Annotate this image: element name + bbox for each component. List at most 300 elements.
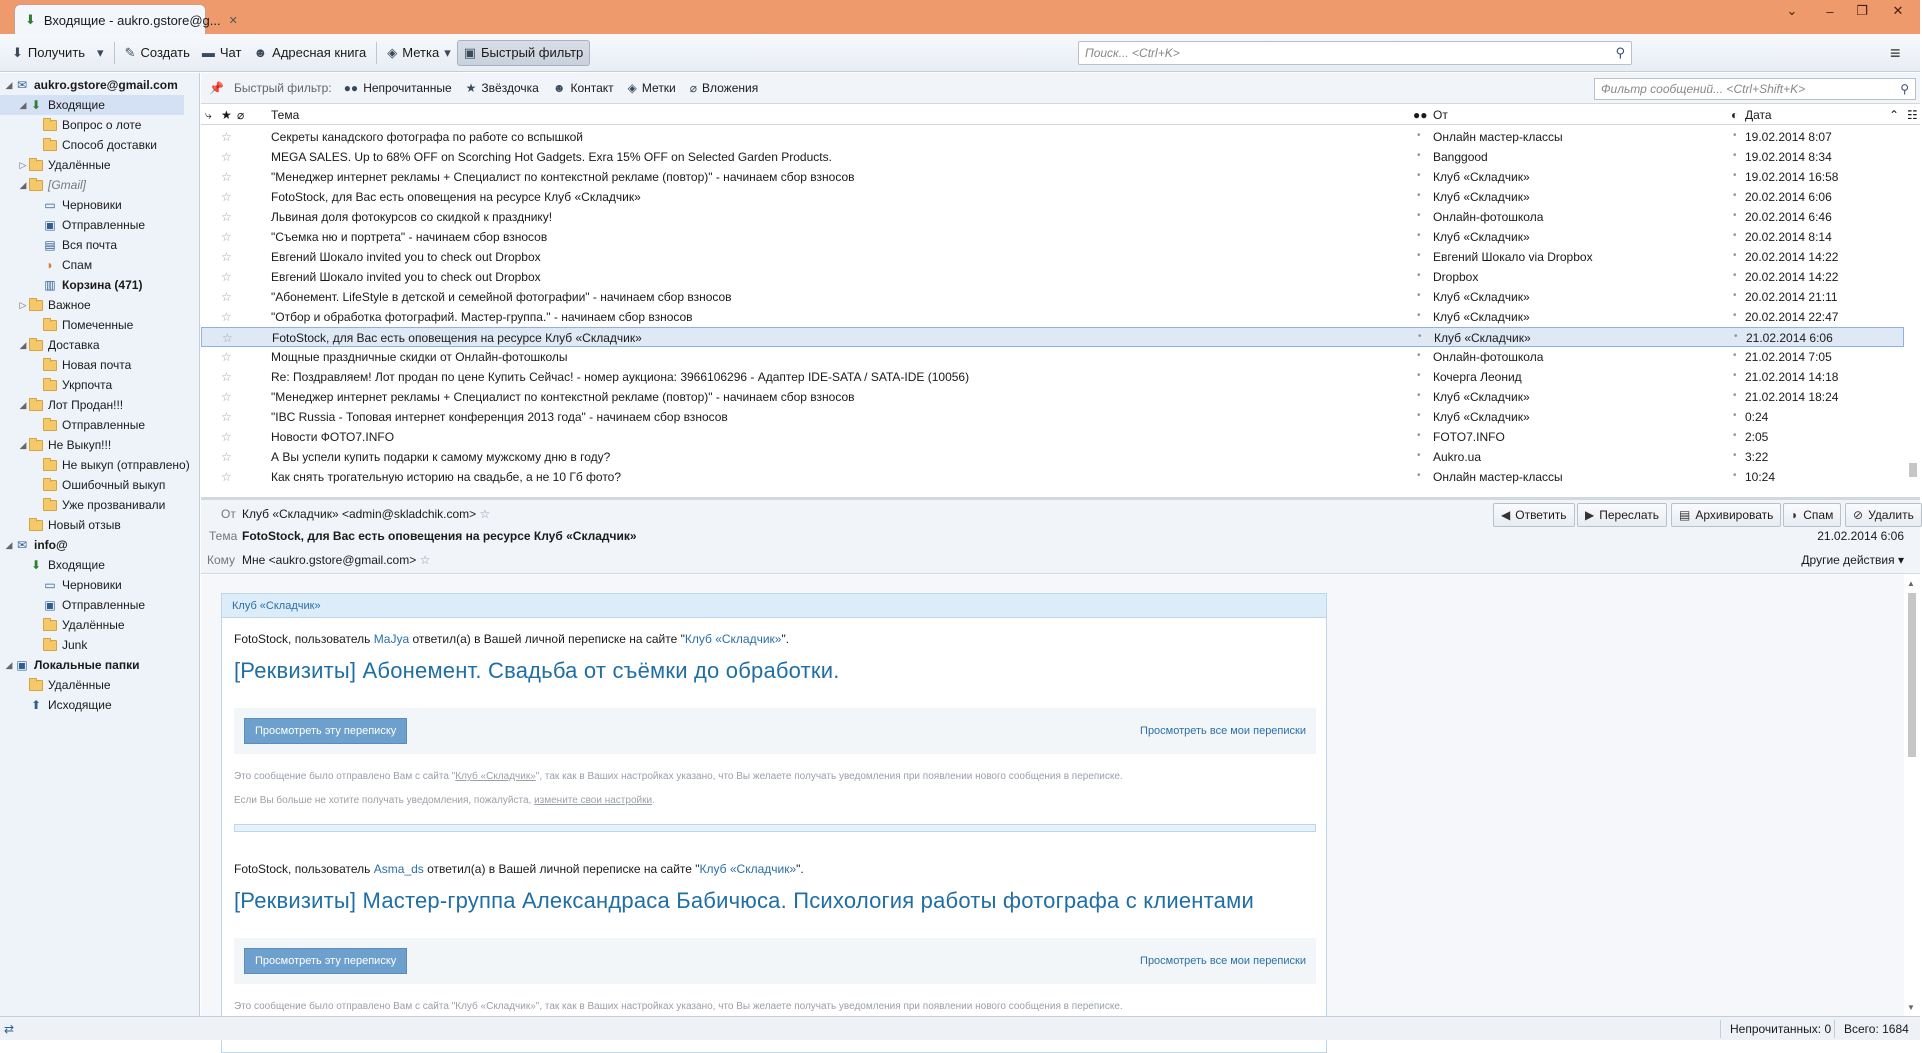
folder-label: Не выкуп (отправлено)	[62, 458, 190, 472]
filter-messages-input[interactable]	[1594, 78, 1916, 100]
footer-note-3: Это сообщение было отправлено Вам с сайта "Клуб «Складчик»", так как в Ваших настройках указано, что Вы желаете получать уведомления при появлении нового сообщения в переписке.	[234, 1001, 1123, 1012]
star-icon[interactable]: ☆	[221, 350, 232, 364]
other-actions-menu[interactable]	[1801, 553, 1904, 567]
star-icon[interactable]: ☆	[221, 410, 232, 424]
view-conversation-button[interactable]: Просмотреть эту переписку	[244, 948, 407, 974]
folder-item[interactable]	[0, 175, 199, 195]
folder-item[interactable]	[0, 375, 199, 395]
star-icon[interactable]: ☆	[221, 290, 232, 304]
folder-icon	[42, 498, 58, 512]
twisty-icon[interactable]: ◢	[19, 399, 27, 410]
column-subject[interactable]: Тема	[271, 108, 300, 122]
message-date: 10:24	[1745, 470, 1776, 484]
tab-title: Входящие - aukro.gstore@g...	[43, 12, 221, 28]
folder-item[interactable]	[0, 215, 199, 235]
twisty-icon[interactable]: ◢	[5, 79, 13, 90]
junk-status-icon[interactable]: •	[1733, 230, 1737, 241]
message-date: 20.02.2014 6:46	[1745, 210, 1832, 224]
star-icon[interactable]: ☆	[221, 270, 232, 284]
junk-status-icon[interactable]: •	[1733, 410, 1737, 421]
notification-card	[221, 593, 1327, 1053]
folder-item[interactable]	[0, 355, 199, 375]
message-row[interactable]	[201, 287, 1904, 307]
filter-icon: ▣	[463, 44, 477, 60]
twisty-icon[interactable]: ◢	[19, 99, 27, 110]
star-column-icon[interactable]: ★	[221, 108, 232, 122]
message-row[interactable]	[201, 267, 1904, 287]
drafts-icon: ▭	[44, 198, 56, 212]
archive-icon: ▤	[1679, 508, 1691, 522]
minimize-button[interactable]: ⌄	[1786, 3, 1798, 18]
subject-value: FotoStock, для Вас есть оповещения на ресурсе Клуб «Складчик»	[242, 529, 637, 543]
conversation-title-1[interactable]: [Реквизиты] Абонемент. Свадьба от съёмки до обработки.	[234, 658, 840, 683]
notice-text: FotoStock, пользователь	[234, 862, 374, 876]
maximize-button[interactable]: ❐	[1856, 3, 1868, 18]
title-bar	[0, 0, 1920, 34]
junk-status-icon[interactable]: •	[1734, 331, 1738, 342]
user-link[interactable]: Asma_ds	[373, 862, 424, 876]
to-label: Кому	[207, 553, 236, 567]
folder-label: Удалённые	[48, 678, 111, 692]
folder-item[interactable]	[0, 575, 199, 595]
folder-item[interactable]	[0, 235, 199, 255]
folder-label: Корзина (471)	[62, 278, 143, 292]
twisty-icon[interactable]: ◢	[5, 539, 13, 550]
subject-label: Тема	[209, 529, 238, 543]
star-icon[interactable]: ☆	[221, 230, 232, 244]
footer-note-1	[234, 771, 1123, 782]
folder-item[interactable]	[0, 415, 199, 435]
message-row[interactable]	[201, 307, 1904, 327]
tab-close-icon[interactable]: ✕	[228, 14, 238, 27]
filter-attachments-button[interactable]	[690, 81, 758, 95]
site-link[interactable]: Клуб «Складчик»	[684, 632, 782, 646]
message-row[interactable]	[201, 147, 1904, 167]
message-row[interactable]	[201, 407, 1904, 427]
activity-icon[interactable]: ⇄	[4, 1022, 15, 1036]
from-label: От	[221, 507, 236, 521]
scroll-down-icon[interactable]: ▼	[1907, 1003, 1915, 1012]
message-date: 20.02.2014 14:22	[1745, 250, 1839, 264]
folder-label: Помеченные	[62, 318, 134, 332]
message-header	[201, 500, 1920, 574]
twisty-icon[interactable]: ◢	[5, 659, 13, 670]
chevron-down-icon: ▾	[1897, 553, 1904, 567]
chat-icon: ▬	[201, 45, 215, 60]
folder-item[interactable]	[0, 255, 199, 275]
trash-icon: ▥	[44, 278, 56, 292]
folder-item[interactable]	[0, 475, 199, 495]
folder-item[interactable]	[0, 275, 199, 295]
folder-label: aukro.gstore@gmail.com	[34, 78, 178, 92]
folder-icon	[28, 338, 44, 352]
user-link[interactable]: MaJya	[373, 632, 410, 646]
outbox-icon: ⬆	[30, 698, 42, 712]
folder-item[interactable]	[0, 435, 199, 455]
toolbar-separator	[376, 42, 377, 64]
message-date: 20.02.2014 14:22	[1745, 270, 1839, 284]
message-date: 3:22	[1745, 450, 1769, 464]
note-text: ", так как в Ваших настройках указано, что Вы желаете получать уведомления при появлении нового сообщения в переписке.	[535, 771, 1123, 782]
site-link[interactable]: Клуб «Складчик»	[699, 862, 797, 876]
attachment-column-icon[interactable]: ⌀	[237, 108, 245, 122]
folder-item[interactable]	[0, 395, 199, 415]
star-icon[interactable]: ☆	[221, 150, 232, 164]
scrollbar-thumb[interactable]	[1909, 463, 1917, 477]
read-status-icon[interactable]: •	[1417, 250, 1421, 261]
message-row[interactable]	[201, 167, 1904, 187]
from-value[interactable]	[242, 507, 490, 521]
sent-icon: ▣	[44, 218, 56, 232]
folder-shape	[29, 440, 43, 451]
message-row[interactable]	[201, 387, 1904, 407]
column-from[interactable]: От	[1433, 108, 1448, 122]
twisty-icon[interactable]: ◢	[19, 439, 27, 450]
star-icon[interactable]: ☆	[221, 310, 232, 324]
message-row[interactable]	[201, 447, 1904, 467]
message-from: Dropbox	[1433, 270, 1479, 284]
to-address: Мне <aukro.gstore@gmail.com>	[242, 553, 417, 567]
folder-label: Черновики	[62, 198, 122, 212]
read-status-icon[interactable]: •	[1417, 410, 1421, 421]
compose-label: Создать	[140, 45, 190, 60]
folder-item[interactable]	[0, 155, 199, 175]
filter-unread-label: Непрочитанные	[363, 81, 452, 95]
filter-tags-button[interactable]	[628, 81, 676, 95]
message-subject: А Вы успели купить подарки к самому мужскому дню в году?	[271, 450, 611, 464]
folder-label: Ошибочный выкуп	[62, 478, 166, 492]
read-status-icon[interactable]: •	[1417, 270, 1421, 281]
message-row[interactable]	[201, 207, 1904, 227]
read-status-icon[interactable]: •	[1417, 350, 1421, 361]
folder-shape	[29, 300, 43, 311]
read-status-icon[interactable]: •	[1417, 450, 1421, 461]
folder-shape	[29, 340, 43, 351]
star-icon[interactable]: ☆	[221, 170, 232, 184]
junk-status-icon[interactable]: •	[1733, 390, 1737, 401]
junk-status-icon[interactable]: •	[1733, 270, 1737, 281]
folder-item[interactable]	[0, 495, 199, 515]
site-link[interactable]: Клуб «Складчик»	[455, 771, 536, 782]
read-status-icon[interactable]: •	[1417, 170, 1421, 181]
message-from: Онлайн мастер-классы	[1433, 470, 1563, 484]
message-row[interactable]	[201, 467, 1904, 487]
star-icon[interactable]: ☆	[221, 190, 232, 204]
folder-label: Новый отзыв	[48, 518, 121, 532]
read-status-icon[interactable]: •	[1417, 130, 1421, 141]
message-subject: Как снять трогательную историю на свадьбе, а не 10 Гб фото?	[271, 470, 622, 484]
notice-text: FotoStock, пользователь	[234, 632, 374, 646]
message-from: Клуб «Складчик»	[1433, 230, 1530, 244]
pin-icon[interactable]: 📌	[209, 81, 224, 95]
tab-inbox[interactable]	[14, 4, 238, 35]
message-subject: "Съемка ню и портрета" - начинаем сбор взносов	[271, 230, 548, 244]
quick-filter-caption: Быстрый фильтр:	[233, 81, 332, 95]
folder-icon	[42, 458, 58, 472]
message-subject: Евгений Шокало invited you to check out Dropbox	[271, 250, 541, 264]
tag-button[interactable]	[381, 40, 456, 66]
get-mail-label: Получить	[27, 45, 86, 60]
folder-label: Новая почта	[62, 358, 132, 372]
star-icon[interactable]: ☆	[479, 507, 491, 521]
thread-column-icon[interactable]: ⤷	[205, 108, 212, 122]
message-row[interactable]	[201, 327, 1904, 347]
notice-text: ".	[781, 632, 790, 646]
message-from: Banggood	[1433, 150, 1488, 164]
junk-status-icon[interactable]: •	[1733, 150, 1737, 161]
folder-item[interactable]	[0, 615, 199, 635]
global-search-input[interactable]	[1078, 41, 1632, 65]
folder-label: Способ доставки	[62, 138, 157, 152]
quick-filter-button[interactable]	[457, 40, 591, 66]
filter-unread-button[interactable]	[344, 81, 452, 95]
junk-status-icon[interactable]: •	[1733, 470, 1737, 481]
folder-item[interactable]	[0, 455, 199, 475]
star-icon[interactable]: ☆	[221, 470, 232, 484]
read-status-icon[interactable]: •	[1417, 370, 1421, 381]
total-count: Всего: 1684	[1844, 1022, 1909, 1036]
message-row[interactable]	[201, 367, 1904, 387]
star-icon[interactable]: ☆	[221, 130, 232, 144]
read-status-icon[interactable]: •	[1417, 430, 1421, 441]
message-subject: "IBC Russia - Топовая интернет конференция 2013 года" - начинаем сбор взносов	[271, 410, 728, 424]
junk-status-icon[interactable]: •	[1733, 130, 1737, 141]
view-all-conversations-link[interactable]: Просмотреть все мои переписки	[1140, 725, 1306, 737]
reply-icon: ◀	[1501, 508, 1511, 522]
message-row[interactable]	[201, 347, 1904, 367]
folder-item[interactable]	[0, 115, 199, 135]
status-bar	[0, 1016, 1920, 1040]
message-body-scrollbar[interactable]	[1904, 575, 1920, 1016]
junk-column-icon[interactable]: ◐	[1731, 108, 1739, 122]
message-row[interactable]	[201, 227, 1904, 247]
scroll-up-icon[interactable]: ▲	[1907, 579, 1915, 588]
conversation-title-2[interactable]: [Реквизиты] Мастер-группа Александраса Бабичюса. Психология работы фотографа с клиентами	[234, 888, 1254, 913]
compose-button[interactable]	[119, 40, 196, 66]
junk-status-icon[interactable]: •	[1733, 370, 1737, 381]
card-divider	[234, 824, 1316, 832]
read-status-icon[interactable]: •	[1417, 310, 1421, 321]
forward-label: Переслать	[1599, 508, 1660, 522]
other-actions-label: Другие действия	[1801, 553, 1895, 567]
message-from: Клуб «Складчик»	[1433, 390, 1530, 404]
folder-label: Доставка	[48, 338, 100, 352]
inbox-icon: ⬇	[30, 98, 42, 112]
column-date[interactable]: Дата	[1745, 108, 1772, 122]
get-mail-dropdown[interactable]	[91, 40, 110, 66]
scrollbar-thumb[interactable]	[1908, 593, 1916, 757]
message-subject: Секреты канадского фотографа по работе со вспышкой	[271, 130, 583, 144]
app-menu-icon[interactable]: ≡	[1890, 43, 1901, 63]
junk-status-icon[interactable]: •	[1733, 170, 1737, 181]
search-placeholder: Поиск... <Ctrl+K>	[1085, 46, 1180, 60]
search-icon[interactable]: ⚲	[1900, 82, 1909, 96]
search-icon[interactable]: ⚲	[1615, 45, 1625, 60]
junk-status-icon[interactable]: •	[1733, 250, 1737, 261]
thread-list	[201, 127, 1906, 497]
message-row[interactable]	[201, 427, 1904, 447]
twisty-icon[interactable]: ◢	[19, 179, 27, 190]
star-icon[interactable]: ☆	[221, 390, 232, 404]
folder-item[interactable]	[0, 295, 199, 315]
minimize-icon[interactable]: –	[1826, 3, 1834, 19]
read-status-icon[interactable]: •	[1417, 210, 1421, 221]
address-book-button[interactable]	[247, 40, 372, 66]
read-status-icon[interactable]: •	[1417, 150, 1421, 161]
inbox-icon: ⬇	[25, 12, 36, 27]
folder-shape	[43, 120, 57, 131]
message-from: Клуб «Складчик»	[1433, 170, 1530, 184]
folder-item[interactable]	[0, 95, 184, 115]
drafts-icon: ▭	[44, 578, 56, 592]
folder-label: Вопрос о лоте	[62, 118, 142, 132]
filter-starred-button[interactable]	[466, 81, 539, 95]
folder-shape	[43, 460, 57, 471]
close-button[interactable]: ✕	[1892, 3, 1904, 18]
junk-status-icon[interactable]: •	[1733, 430, 1737, 441]
filter-contact-button[interactable]	[553, 81, 614, 95]
folder-label: Уже прозванивали	[62, 498, 166, 512]
message-row[interactable]	[201, 187, 1904, 207]
folder-item[interactable]	[0, 335, 199, 355]
card-header[interactable]: Клуб «Складчик»	[222, 594, 1326, 618]
folder-item[interactable]	[0, 595, 199, 615]
folder-icon	[42, 638, 58, 652]
read-status-icon[interactable]: •	[1417, 470, 1421, 481]
star-icon[interactable]: ☆	[221, 250, 232, 264]
filter-tags-label: Метки	[641, 81, 676, 95]
folder-label: Отправленные	[62, 598, 146, 612]
note-text: .	[652, 795, 655, 806]
status-separator	[1834, 1020, 1835, 1038]
folder-item[interactable]	[0, 315, 199, 335]
reply-button[interactable]	[1493, 503, 1575, 527]
get-mail-button[interactable]	[6, 40, 91, 66]
star-icon[interactable]: ☆	[222, 331, 233, 345]
pencil-icon: ✎	[124, 44, 136, 60]
read-status-icon[interactable]: •	[1417, 230, 1421, 241]
notice-text: ответил(а) в Вашей личной переписке на сайте "	[409, 632, 685, 646]
message-body	[201, 575, 1904, 1016]
column-picker-icon[interactable]: ☷	[1907, 108, 1918, 122]
junk-status-icon[interactable]: •	[1733, 290, 1737, 301]
chat-button[interactable]	[196, 40, 248, 66]
local-folders-icon: ▣	[16, 658, 28, 672]
folder-item[interactable]	[0, 675, 199, 695]
spam-label: Спам	[1803, 508, 1834, 522]
folder-label: Укрпочта	[62, 378, 113, 392]
main-toolbar	[0, 34, 1920, 72]
folder-item[interactable]	[0, 535, 199, 555]
star-icon[interactable]: ☆	[221, 370, 232, 384]
message-subject: FotoStock, для Вас есть оповещения на ресурсе Клуб «Складчик»	[272, 331, 642, 345]
reply-notice-2	[234, 862, 804, 876]
junk-status-icon[interactable]: •	[1733, 450, 1737, 461]
folder-item[interactable]	[0, 655, 199, 675]
junk-status-icon[interactable]: •	[1733, 310, 1737, 321]
folder-icon	[42, 118, 58, 132]
junk-status-icon[interactable]: •	[1733, 190, 1737, 201]
message-from: FOTO7.INFO	[1433, 430, 1505, 444]
folder-label: Удалённые	[62, 618, 125, 632]
junk-status-icon[interactable]: •	[1733, 350, 1737, 361]
inbox-icon: ⬇	[30, 558, 42, 572]
delete-button[interactable]	[1845, 503, 1922, 527]
folder-shape	[43, 420, 57, 431]
read-column-icon[interactable]: ●●	[1413, 108, 1428, 122]
message-row[interactable]	[201, 127, 1904, 147]
star-icon[interactable]: ☆	[221, 210, 232, 224]
archive-icon: ▤	[44, 238, 56, 252]
folder-shape	[29, 160, 43, 171]
folder-item[interactable]	[0, 695, 199, 715]
folder-item[interactable]	[0, 75, 199, 95]
view-conversation-button[interactable]: Просмотреть эту переписку	[244, 718, 407, 744]
forward-button[interactable]	[1577, 503, 1667, 527]
quick-filter-label: Быстрый фильтр	[481, 45, 584, 60]
from-address: Клуб «Складчик» <admin@skladchik.com>	[242, 507, 477, 521]
twisty-icon[interactable]: ▷	[19, 159, 27, 170]
read-status-icon[interactable]: •	[1417, 390, 1421, 401]
folder-shape	[29, 520, 43, 531]
star-icon[interactable]: ☆	[221, 450, 232, 464]
archive-button[interactable]	[1671, 503, 1781, 527]
message-date: 21.02.2014 6:06	[1817, 529, 1904, 543]
folder-item[interactable]	[0, 135, 199, 155]
folder-shape	[43, 380, 57, 391]
person-icon: ☻	[552, 81, 566, 95]
twisty-icon[interactable]: ◢	[19, 339, 27, 350]
thread-list-scrollbar[interactable]	[1906, 127, 1920, 497]
folder-item[interactable]	[0, 195, 199, 215]
to-value[interactable]	[242, 553, 430, 567]
read-status-icon[interactable]: •	[1417, 290, 1421, 301]
address-book-label: Адресная книга	[272, 45, 367, 60]
folder-label: Junk	[62, 638, 88, 652]
read-status-icon[interactable]: •	[1418, 331, 1422, 342]
message-date: 2:05	[1745, 430, 1769, 444]
view-all-conversations-link[interactable]: Просмотреть все мои переписки	[1140, 955, 1306, 967]
folder-item[interactable]	[0, 515, 199, 535]
person-icon: ☻	[253, 45, 268, 60]
folder-item[interactable]	[0, 555, 199, 575]
message-subject: Евгений Шокало invited you to check out Dropbox	[271, 270, 541, 284]
read-status-icon[interactable]: •	[1417, 190, 1421, 201]
folder-label: Входящие	[48, 98, 105, 112]
message-subject: "Отбор и обработка фотографий. Мастер-группа." - начинаем сбор взносов	[271, 310, 693, 324]
chat-label: Чат	[219, 45, 242, 60]
folder-label: Спам	[62, 258, 93, 272]
folder-item[interactable]	[0, 635, 199, 655]
note-text: Это сообщение было отправлено Вам с сайта "	[234, 771, 456, 782]
message-from: Клуб «Складчик»	[1434, 331, 1531, 345]
twisty-icon[interactable]: ▷	[19, 299, 27, 310]
paperclip-icon: ⌀	[689, 81, 697, 95]
delete-label: Удалить	[1868, 508, 1914, 522]
message-row[interactable]	[201, 247, 1904, 267]
message-from: Клуб «Складчик»	[1433, 310, 1530, 324]
sent-icon: ▣	[44, 598, 56, 612]
toolbar-separator	[114, 42, 115, 64]
junk-status-icon[interactable]: •	[1733, 210, 1737, 221]
account-icon: ✉	[16, 78, 28, 92]
spam-button[interactable]	[1783, 503, 1841, 527]
star-icon[interactable]: ☆	[419, 553, 431, 567]
star-icon[interactable]: ☆	[221, 430, 232, 444]
change-settings-link[interactable]: измените свои настройки	[534, 795, 653, 806]
message-subject: "Абонемент. LifeStyle в детской и семейной фотографии" - начинаем сбор взносов	[271, 290, 732, 304]
sort-ascending-icon[interactable]: ⌃	[1889, 108, 1900, 122]
